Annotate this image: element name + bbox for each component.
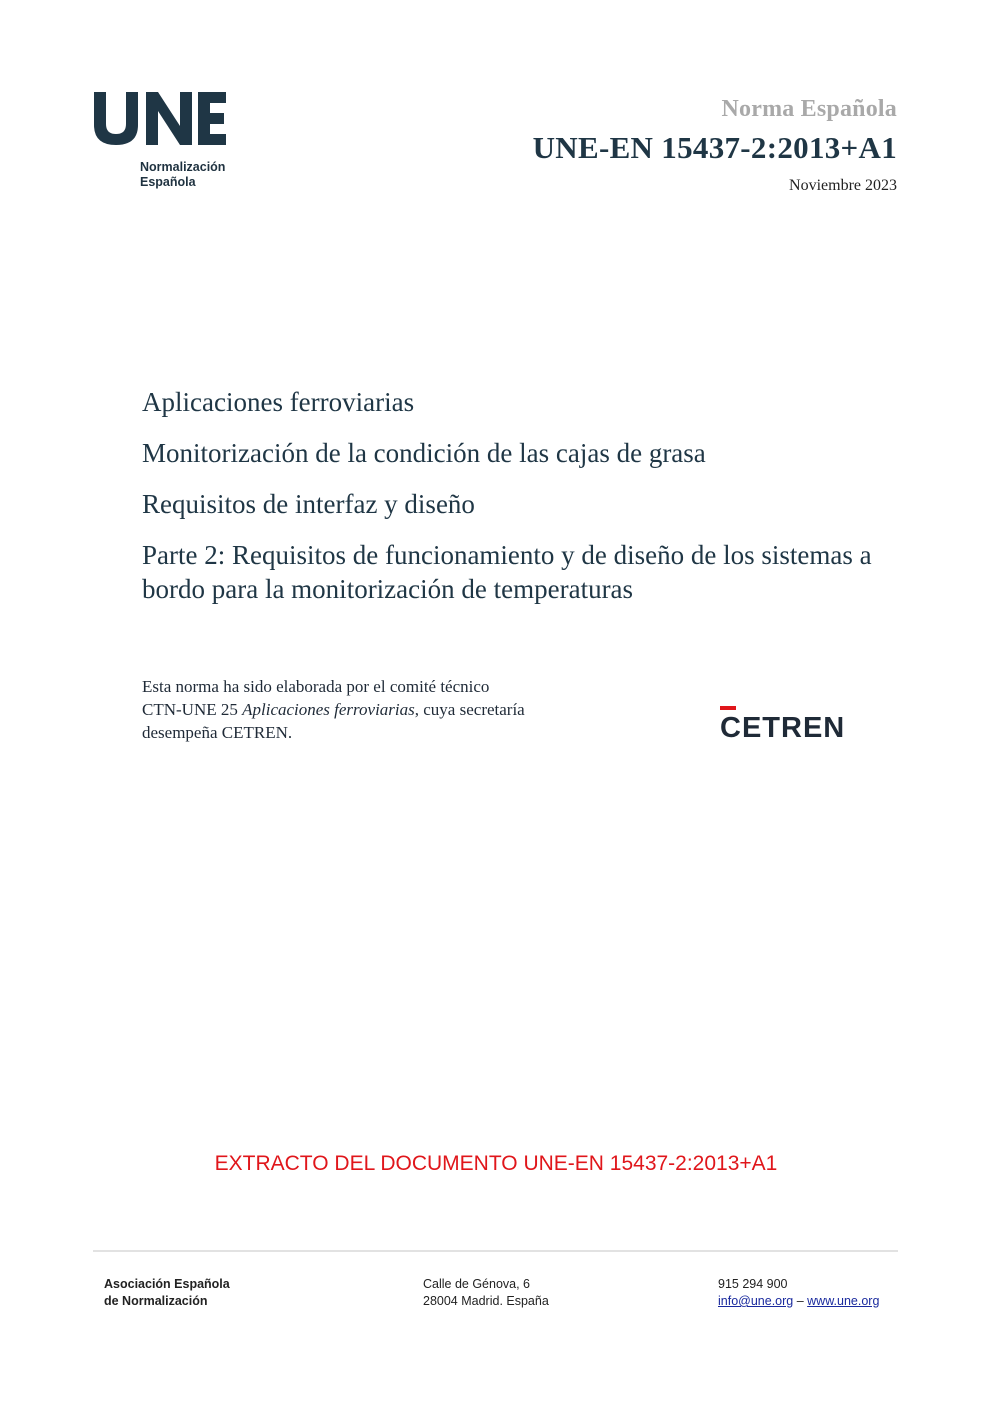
document-date: Noviembre 2023 <box>789 177 897 194</box>
footer-address-line2: 28004 Madrid. España <box>423 1294 549 1308</box>
title-line: Requisitos de interfaz y diseño <box>142 489 475 519</box>
une-logo <box>92 88 242 198</box>
une-logo-subtitle-line1: Normalización <box>140 160 226 174</box>
title-line: Aplicaciones ferroviarias <box>142 387 415 417</box>
footer-links <box>718 1293 879 1310</box>
footer-org-line1: Asociación Española <box>104 1277 230 1291</box>
title-block <box>142 385 902 623</box>
une-logo-mark <box>92 88 228 146</box>
footer-phone: 915 294 900 <box>718 1277 788 1291</box>
title-line: Parte 2: Requisitos de funcionamiento y de diseño de los sistemas a bordo para la monitorización de temperaturas <box>142 540 872 604</box>
une-logo-subtitle <box>140 160 225 190</box>
document-kind: Norma Española <box>721 96 897 122</box>
cetren-logo-accent <box>720 706 736 710</box>
footer-email-link[interactable]: info@une.org <box>718 1294 794 1308</box>
cetren-logo-text: CETREN <box>720 712 846 744</box>
extract-notice: EXTRACTO DEL DOCUMENTO UNE-EN 15437-2:2013+A1 <box>214 1152 778 1175</box>
committee-name: Aplicaciones ferroviarias <box>242 700 415 719</box>
cetren-logo <box>720 704 862 744</box>
title-line: Monitorización de la condición de las cajas de grasa <box>142 438 706 468</box>
footer-contact <box>718 1276 879 1310</box>
footer-org-line2: de Normalización <box>104 1294 208 1308</box>
footer-organization <box>104 1276 230 1310</box>
committee-code: CTN-UNE 25 <box>142 700 238 719</box>
committee-line1: Esta norma ha sido elaborada por el comité técnico <box>142 677 490 696</box>
document-code: UNE-EN 15437-2:2013+A1 <box>532 130 897 165</box>
footer-web-link[interactable]: www.une.org <box>807 1294 880 1308</box>
committee-line3: desempeña CETREN. <box>142 723 293 742</box>
footer-address <box>423 1276 549 1310</box>
committee-note <box>142 675 662 744</box>
committee-line2 <box>142 698 662 721</box>
footer-address-line1: Calle de Génova, 6 <box>423 1277 531 1291</box>
footer-separator: – <box>793 1294 808 1308</box>
committee-after: , cuya secretaría <box>414 700 525 719</box>
footer-divider <box>93 1250 898 1252</box>
une-logo-subtitle-line2: Española <box>140 175 196 189</box>
